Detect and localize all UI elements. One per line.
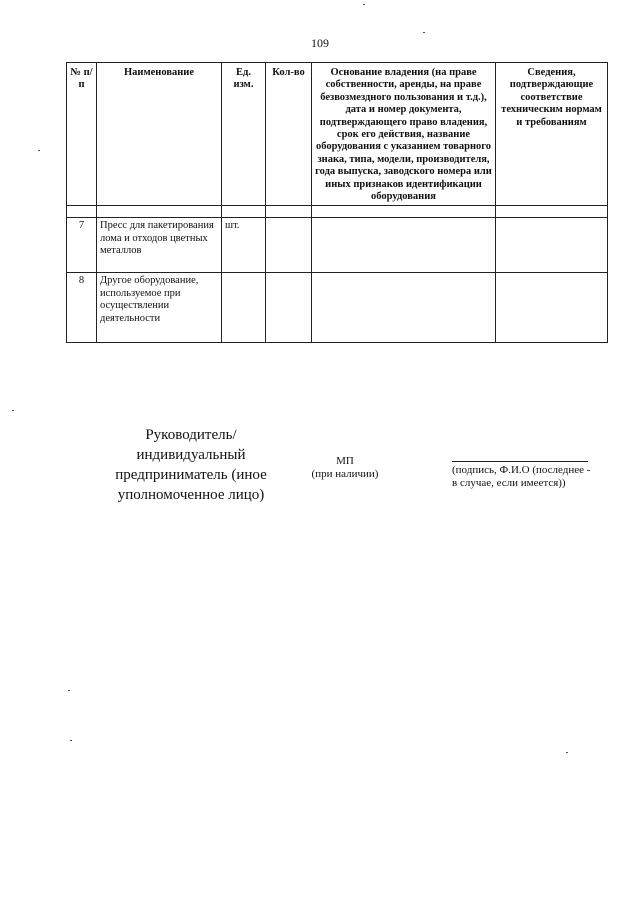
stamp-label: МП bbox=[336, 455, 354, 467]
header-num: № п/п bbox=[67, 63, 97, 206]
row-num: 7 bbox=[67, 218, 97, 273]
row-num: 8 bbox=[67, 273, 97, 343]
table-spacer-row bbox=[67, 206, 608, 218]
row-qty bbox=[266, 273, 312, 343]
signature-line bbox=[452, 461, 588, 462]
scan-speck bbox=[38, 150, 40, 151]
header-info: Сведения, подтверждающие соответствие техническим нормам и требованиям bbox=[496, 63, 608, 206]
row-basis bbox=[312, 218, 496, 273]
row-unit: шт. bbox=[222, 218, 266, 273]
table-row bbox=[67, 218, 608, 273]
scan-speck bbox=[423, 32, 425, 33]
header-qty: Кол-во bbox=[266, 63, 312, 206]
equipment-table bbox=[66, 62, 608, 343]
page-number: 109 bbox=[311, 36, 329, 50]
signatory-role: Руководитель/ индивидуальный предприниматель (иное уполномоченное лицо) bbox=[115, 427, 267, 503]
row-qty bbox=[266, 218, 312, 273]
scan-speck bbox=[363, 4, 365, 5]
row-info bbox=[496, 218, 608, 273]
row-info bbox=[496, 273, 608, 343]
header-unit: Ед. изм. bbox=[222, 63, 266, 206]
header-name: Наименование bbox=[97, 63, 222, 206]
table-header-row bbox=[67, 63, 608, 206]
scan-speck bbox=[68, 690, 70, 691]
row-unit bbox=[222, 273, 266, 343]
signature-caption: (подпись, Ф.И.О (последнее - в случае, если имеется)) bbox=[452, 464, 591, 489]
scan-speck bbox=[12, 410, 14, 411]
stamp-block bbox=[300, 455, 390, 481]
stamp-note: (при наличии) bbox=[311, 468, 379, 480]
scan-speck bbox=[566, 752, 568, 753]
scan-speck bbox=[70, 740, 72, 741]
row-name: Пресс для пакетирования лома и отходов цветных металлов bbox=[97, 218, 222, 273]
row-basis bbox=[312, 273, 496, 343]
header-basis: Основание владения (на праве собственности, аренды, на праве безвозмездного пользования и т.д.), дата и номер документа, подтверждающего право владения, срок его действия, название оборудования с указанием товарного знака, типа, модели, производителя, года выпуска, заводского номера или иных признаков идентификации оборудования bbox=[312, 63, 496, 206]
table-row bbox=[67, 273, 608, 343]
signature-block bbox=[452, 461, 592, 490]
row-name: Другое оборудование, используемое при осуществлении деятельности bbox=[97, 273, 222, 343]
